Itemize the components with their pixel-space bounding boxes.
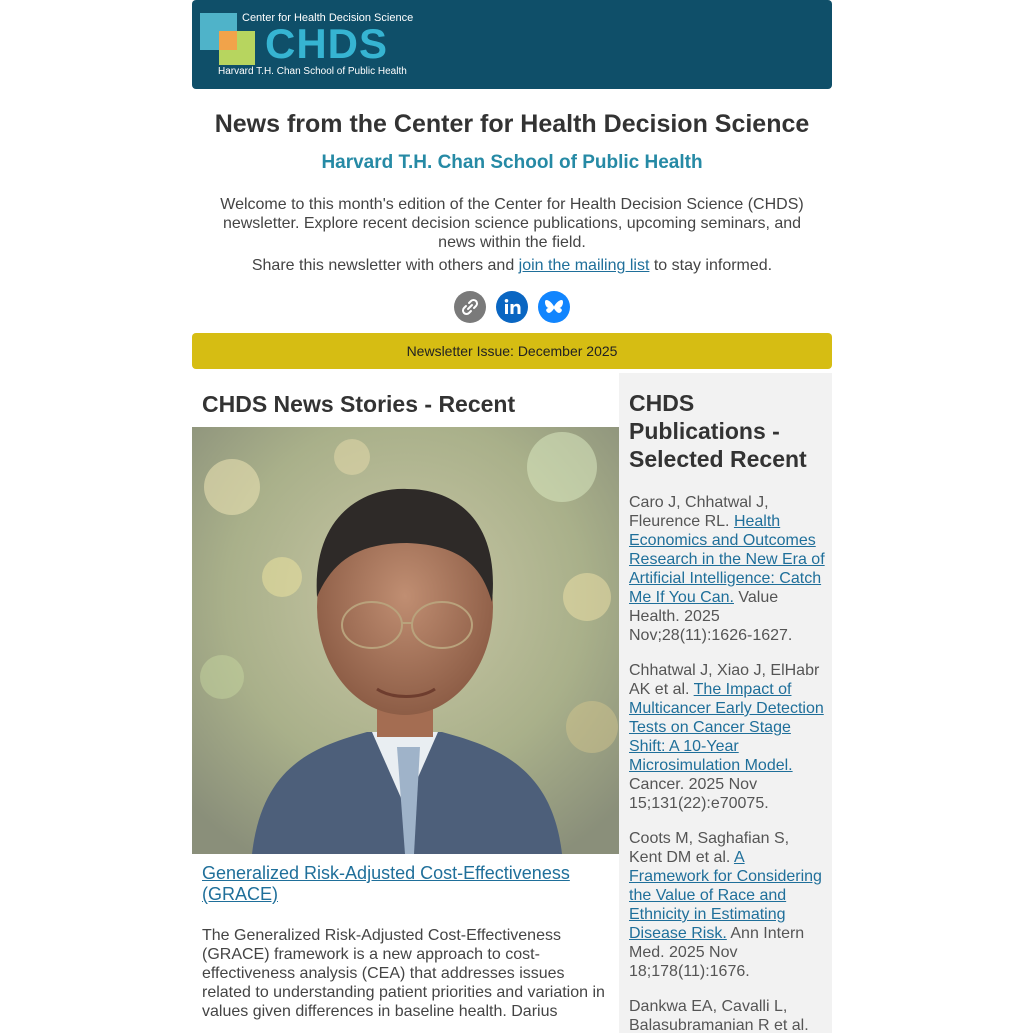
publication-authors: Caro J, Chhatwal J, Fleurence RL. xyxy=(629,494,769,530)
publication-item xyxy=(629,829,825,981)
share-text-after: to stay informed. xyxy=(649,257,773,274)
share-line xyxy=(192,257,832,275)
header-banner[interactable] xyxy=(192,0,832,89)
linkedin-icon[interactable] xyxy=(496,291,528,323)
newsletter xyxy=(192,0,832,1033)
publications-heading: CHDS Publications - Selected Recent xyxy=(629,390,807,472)
logo-wordmark: CHDS xyxy=(265,20,389,67)
publication-citation: Cancer. 2025 Nov 15;131(22):e70075. xyxy=(629,776,769,812)
publication-authors: Dankwa EA, Cavalli L, Balasubramanian R et al. xyxy=(629,998,809,1033)
news-heading: CHDS News Stories - Recent xyxy=(202,391,516,417)
publication-authors: Chhatwal J, Xiao J, ElHabr AK et al. xyxy=(629,662,820,698)
publication-citation: Ann Intern Med. 2025 Nov 18;178(11):1676. xyxy=(629,925,805,980)
publication-title-link[interactable]: A Framework for Considering the Value of Race and Ethnicity in Estimating Disease Risk. xyxy=(629,849,822,942)
issue-banner: Newsletter Issue: December 2025 xyxy=(192,333,832,369)
social-links xyxy=(192,291,832,323)
publication-item xyxy=(629,661,825,813)
publication-item xyxy=(629,997,825,1033)
publication-title-link[interactable]: The Impact of Multicancer Early Detection Tests on Cancer Stage Shift: A 10-Year Microsimulation Model. xyxy=(629,681,824,774)
share-text-before: Share this newsletter with others and xyxy=(251,257,519,274)
publication-title-link[interactable]: Health Economics and Outcomes Research in the New Era of Artificial Intelligence: Catch Me If You Can. xyxy=(629,513,825,606)
publication-authors: Coots M, Saghafian S, Kent DM et al. xyxy=(629,830,790,866)
story-title-link[interactable]: Generalized Risk-Adjusted Cost-Effectiveness (GRACE) xyxy=(202,863,570,904)
page-subtitle: Harvard T.H. Chan School of Public Health xyxy=(321,152,703,173)
mailing-list-link[interactable]: join the mailing list xyxy=(518,257,650,274)
publication-item xyxy=(629,493,825,645)
news-column xyxy=(192,373,619,1033)
logo-subtitle: Harvard T.H. Chan School of Public Health xyxy=(218,66,407,77)
intro-text: Welcome to this month's edition of the Center for Health Decision Science (CHDS) newsletter. Explore recent decision science publications, upcoming seminars, and news within the field. xyxy=(220,196,804,251)
link-icon[interactable] xyxy=(454,291,486,323)
publications-column xyxy=(619,373,832,1033)
story-photo[interactable] xyxy=(192,427,619,854)
story-body: The Generalized Risk-Adjusted Cost-Effectiveness (GRACE) framework is a new approach to cost-effectiveness analysis (CEA) that addresses issues related to understanding patient priorities and variation in values given differences in baseline health. Darius xyxy=(202,927,605,1020)
logo-top-text: Center for Health Decision Science xyxy=(242,12,414,24)
publication-citation: Value Health. 2025 Nov;28(11):1626-1627. xyxy=(629,589,793,644)
logo-square-orange xyxy=(219,31,237,50)
bluesky-icon[interactable] xyxy=(538,291,570,323)
page-title: News from the Center for Health Decision Science xyxy=(214,110,810,138)
